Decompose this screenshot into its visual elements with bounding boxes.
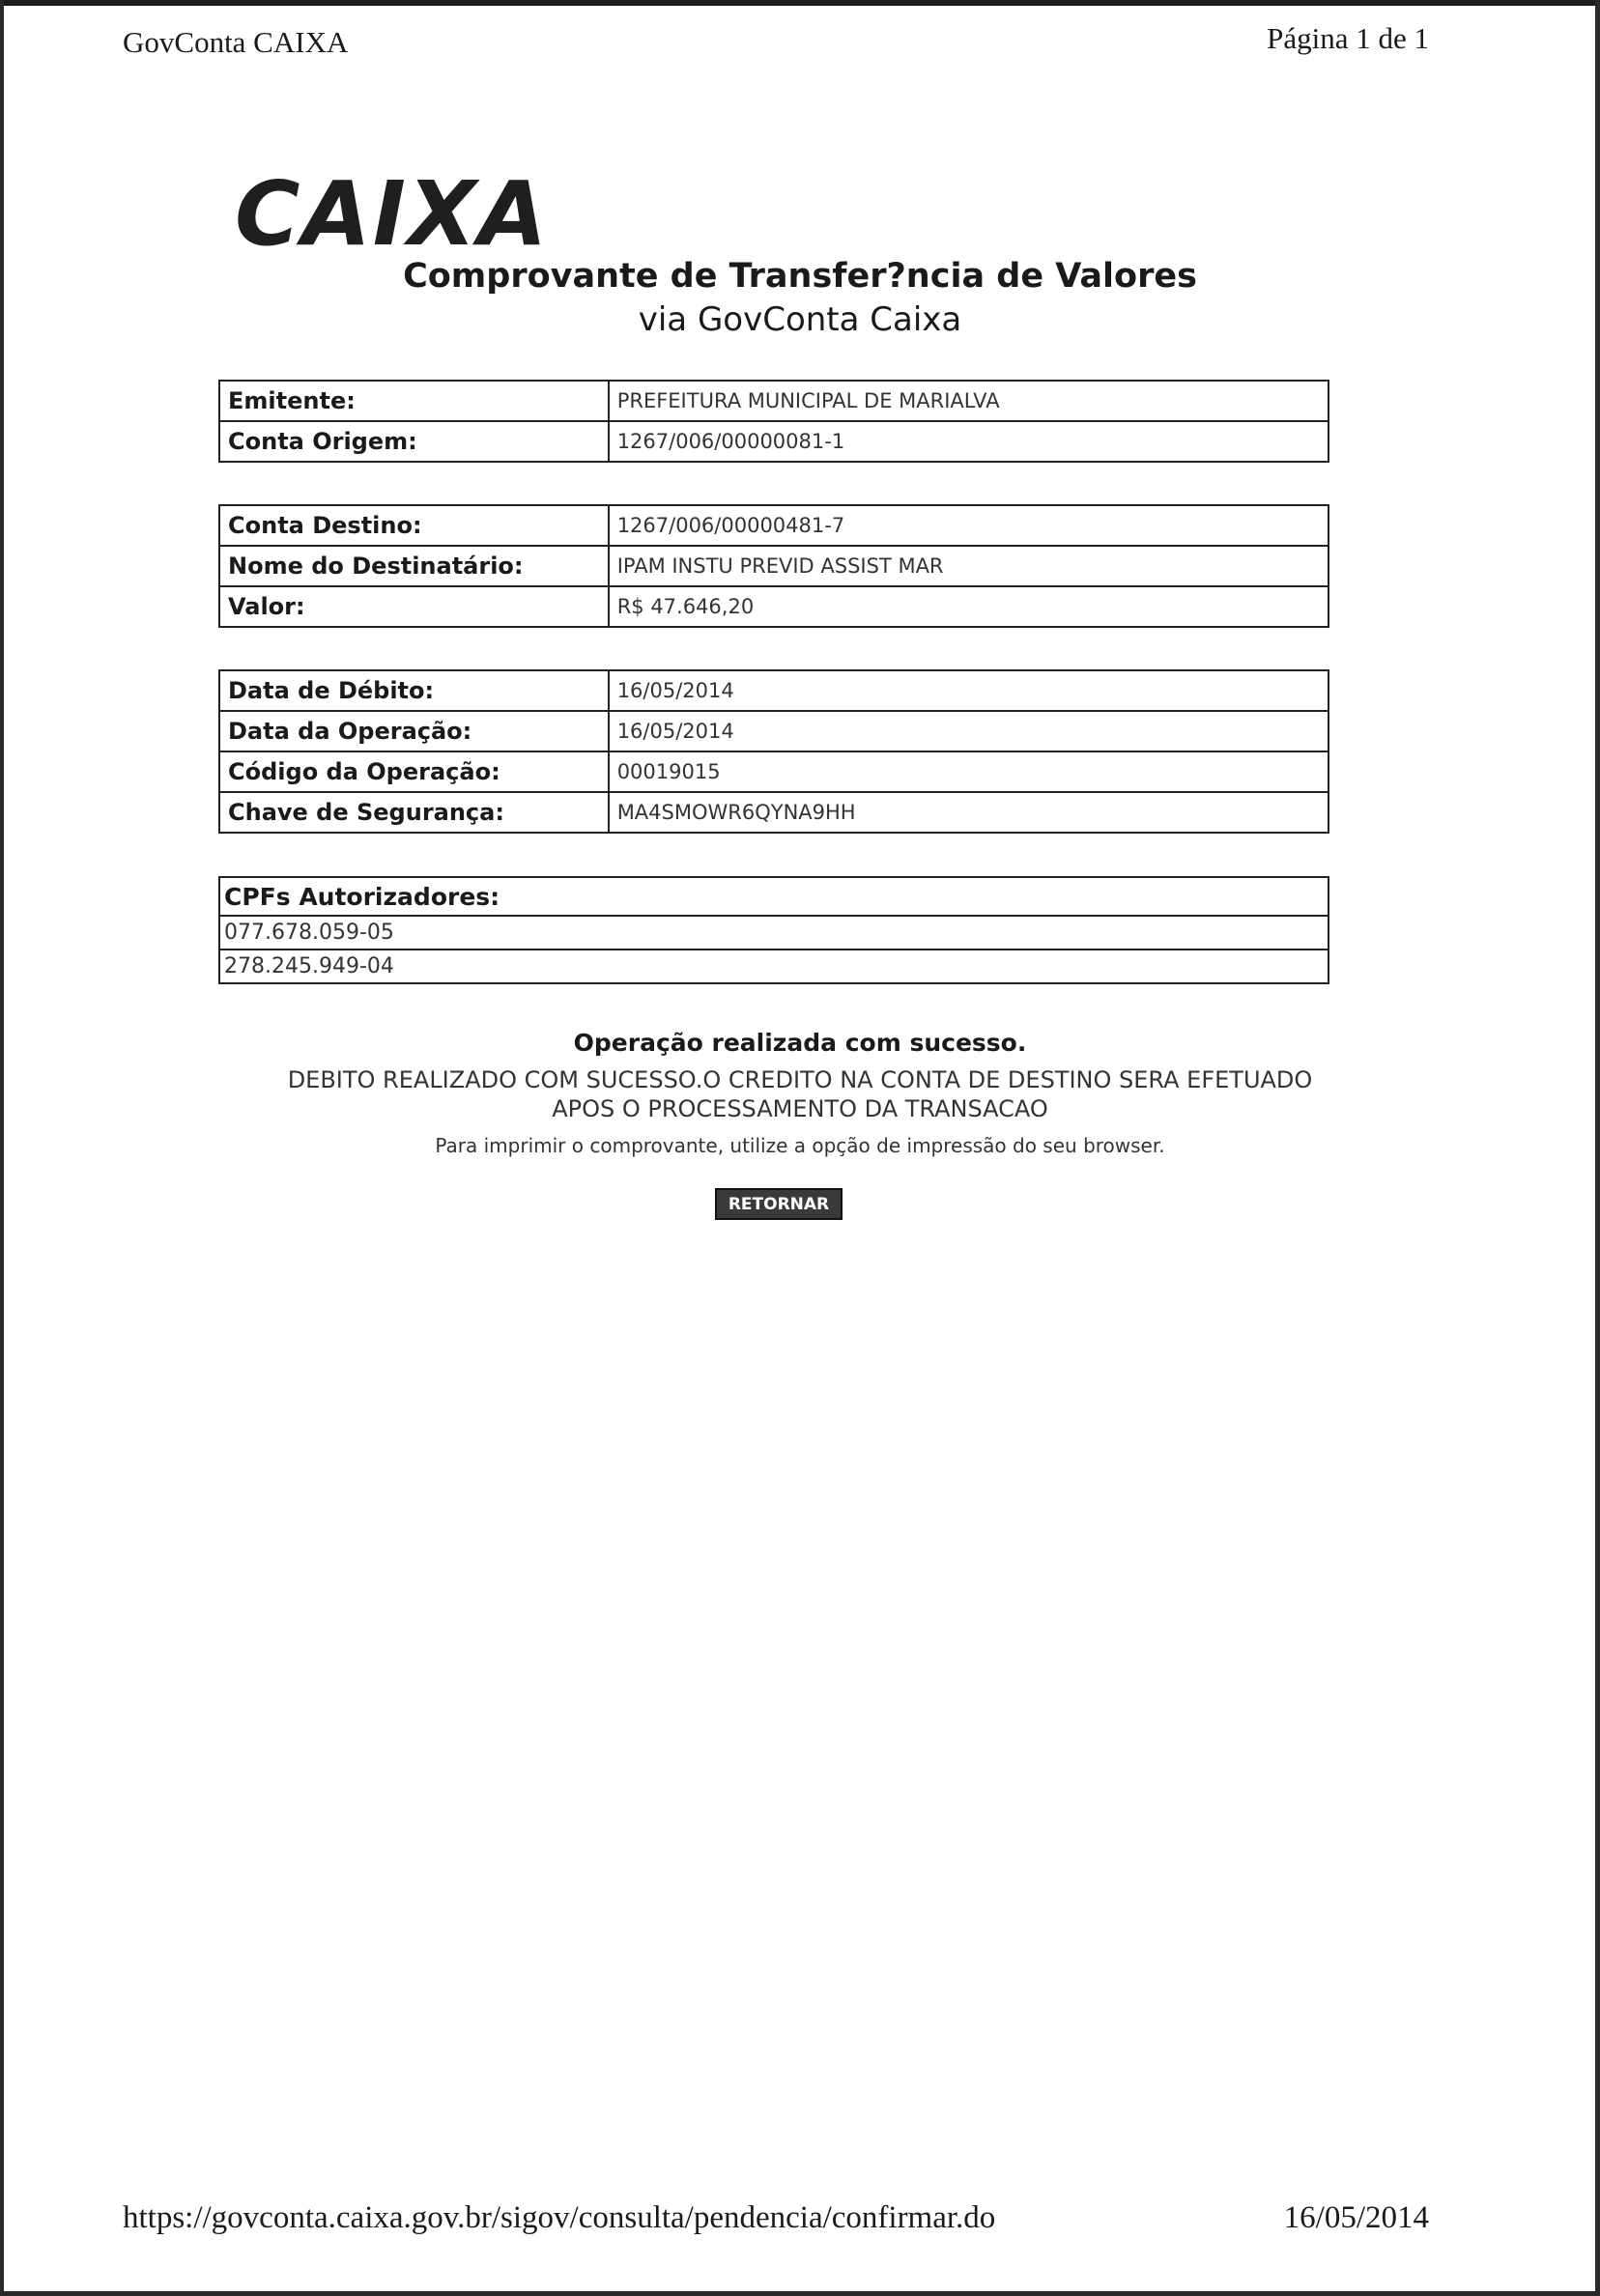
field-value: IPAM INSTU PREVID ASSIST MAR [609, 546, 1329, 586]
field-value: MA4SMOWR6QYNA9HH [609, 792, 1329, 833]
cpf-table [218, 876, 1329, 984]
origin-table [218, 380, 1329, 463]
table-row [219, 792, 1329, 833]
table-row [219, 586, 1329, 627]
field-label: Emitente: [219, 381, 609, 421]
field-value: 1267/006/00000481-7 [609, 505, 1329, 546]
document-title: Comprovante de Transfer?ncia de Valores [403, 257, 1197, 296]
cpf-value: 278.245.949-04 [219, 950, 1329, 983]
field-value: PREFEITURA MUNICIPAL DE MARIALVA [609, 381, 1329, 421]
caixa-logo: CAIXA [235, 162, 550, 266]
field-label: Data da Operação: [219, 711, 609, 751]
field-value: R$ 47.646,20 [609, 586, 1329, 627]
cpf-header: CPFs Autorizadores: [219, 877, 1329, 916]
field-label: Conta Destino: [219, 505, 609, 546]
field-label: Chave de Segurança: [219, 792, 609, 833]
destination-table [218, 504, 1329, 628]
cpf-value: 077.678.059-05 [219, 916, 1329, 950]
scan-border-bottom [0, 2291, 1600, 2296]
print-footer-date: 16/05/2014 [1283, 2200, 1429, 2235]
table-row [219, 751, 1329, 792]
table-row [219, 505, 1329, 546]
return-button[interactable]: RETORNAR [715, 1188, 843, 1220]
table-row [219, 670, 1329, 711]
field-label: Valor: [219, 586, 609, 627]
table-row [219, 711, 1329, 751]
print-footer-url: https://govconta.caixa.gov.br/sigov/consulta/pendencia/confirmar.do [123, 2200, 996, 2235]
print-header-page-number: Página 1 de 1 [1267, 21, 1429, 55]
table-row [219, 877, 1329, 916]
document-subtitle: via GovConta Caixa [638, 300, 962, 339]
table-row [219, 916, 1329, 950]
print-hint: Para imprimir o comprovante, utilize a opção de impressão do seu browser. [435, 1134, 1165, 1157]
field-label: Código da Operação: [219, 751, 609, 792]
table-row [219, 546, 1329, 586]
field-label: Data de Débito: [219, 670, 609, 711]
operation-table [218, 669, 1329, 834]
result-message-line-1: DEBITO REALIZADO COM SUCESSO.O CREDITO NA CONTA DE DESTINO SERA EFETUADO [287, 1066, 1313, 1093]
result-message-line-2: APOS O PROCESSAMENTO DA TRANSACAO [552, 1095, 1048, 1122]
field-label: Nome do Destinatário: [219, 546, 609, 586]
field-value: 00019015 [609, 751, 1329, 792]
scan-border-top [0, 0, 1600, 6]
field-value: 1267/006/00000081-1 [609, 421, 1329, 462]
field-value: 16/05/2014 [609, 711, 1329, 751]
table-row [219, 421, 1329, 462]
print-header-title: GovConta CAIXA [123, 25, 349, 59]
field-label: Conta Origem: [219, 421, 609, 462]
table-row [219, 381, 1329, 421]
field-value: 16/05/2014 [609, 670, 1329, 711]
success-message: Operação realizada com sucesso. [573, 1029, 1027, 1057]
table-row [219, 950, 1329, 983]
